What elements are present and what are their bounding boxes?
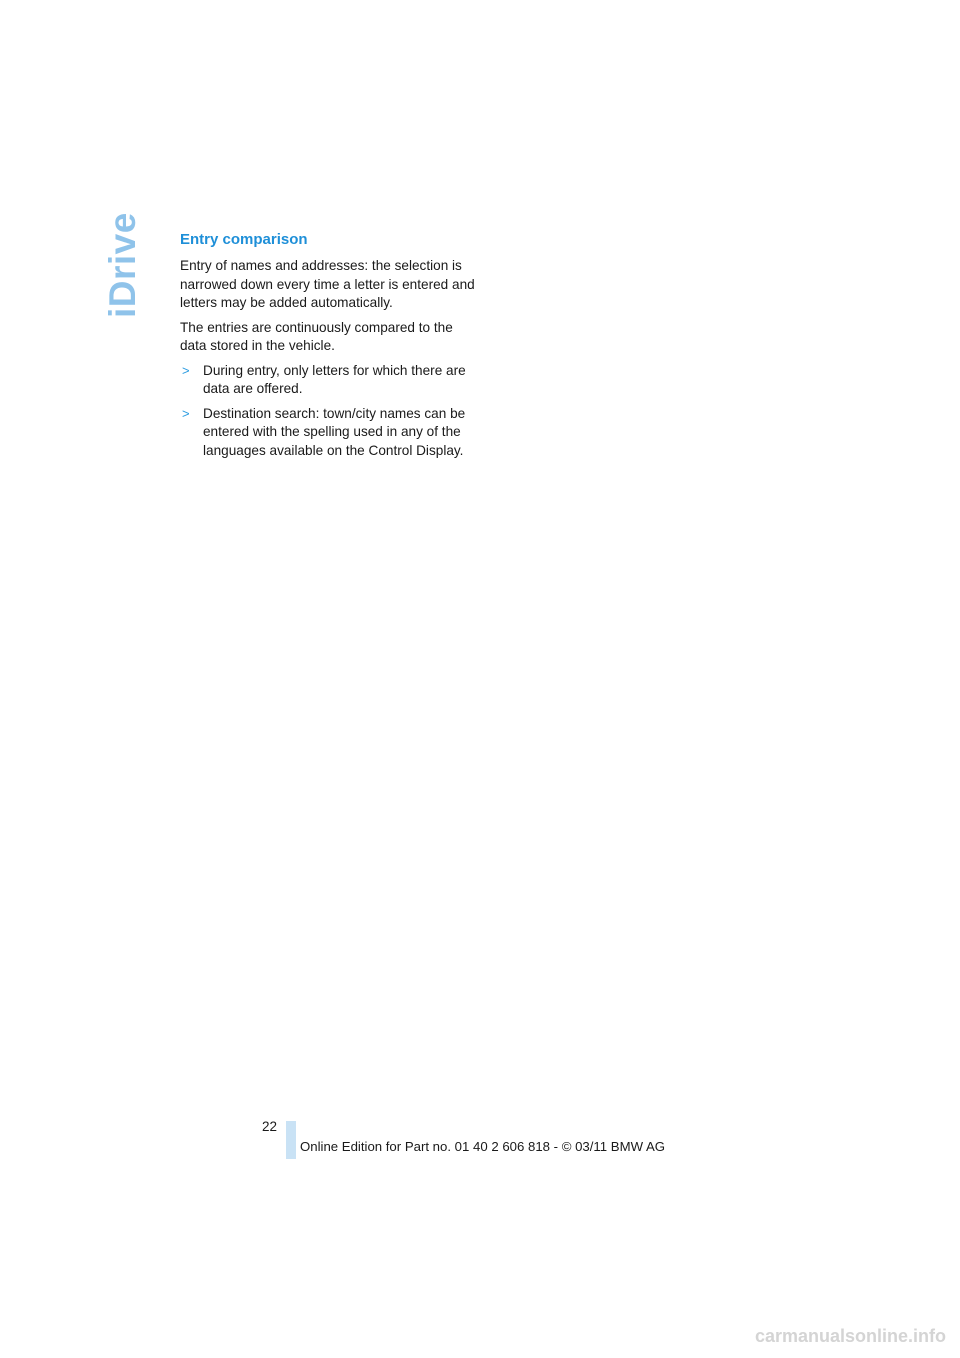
bullet-arrow-icon: > xyxy=(182,362,190,378)
paragraph-continuous-comparison: The entries are continuously compared to the data stored in the vehicle. xyxy=(180,319,453,353)
main-content xyxy=(180,229,480,466)
list-item xyxy=(180,405,480,461)
footer-accent-bar xyxy=(286,1121,296,1159)
list-item-text: Destination search: town/city names can be entered with the spelling used in any of the languages available on the Control Display. xyxy=(203,405,466,458)
section-side-label: iDrive xyxy=(102,212,143,318)
footer-edition-text: Online Edition for Part no. 01 40 2 606 818 - © 03/11 BMW AG xyxy=(300,1139,666,1154)
bullet-arrow-icon: > xyxy=(182,405,190,421)
list-item-text: During entry, only letters for which there are data are offered. xyxy=(203,362,466,396)
paragraph-names-addresses: Entry of names and addresses: the selection is narrowed down every time a letter is entered and letters may be added automatically. xyxy=(180,258,475,310)
section-heading: Entry comparison xyxy=(180,231,308,248)
page-number: 22 xyxy=(262,1119,278,1134)
bullet-list xyxy=(180,362,480,461)
watermark-logo: carmanualsonline.info xyxy=(754,1326,946,1346)
list-item xyxy=(180,362,480,399)
